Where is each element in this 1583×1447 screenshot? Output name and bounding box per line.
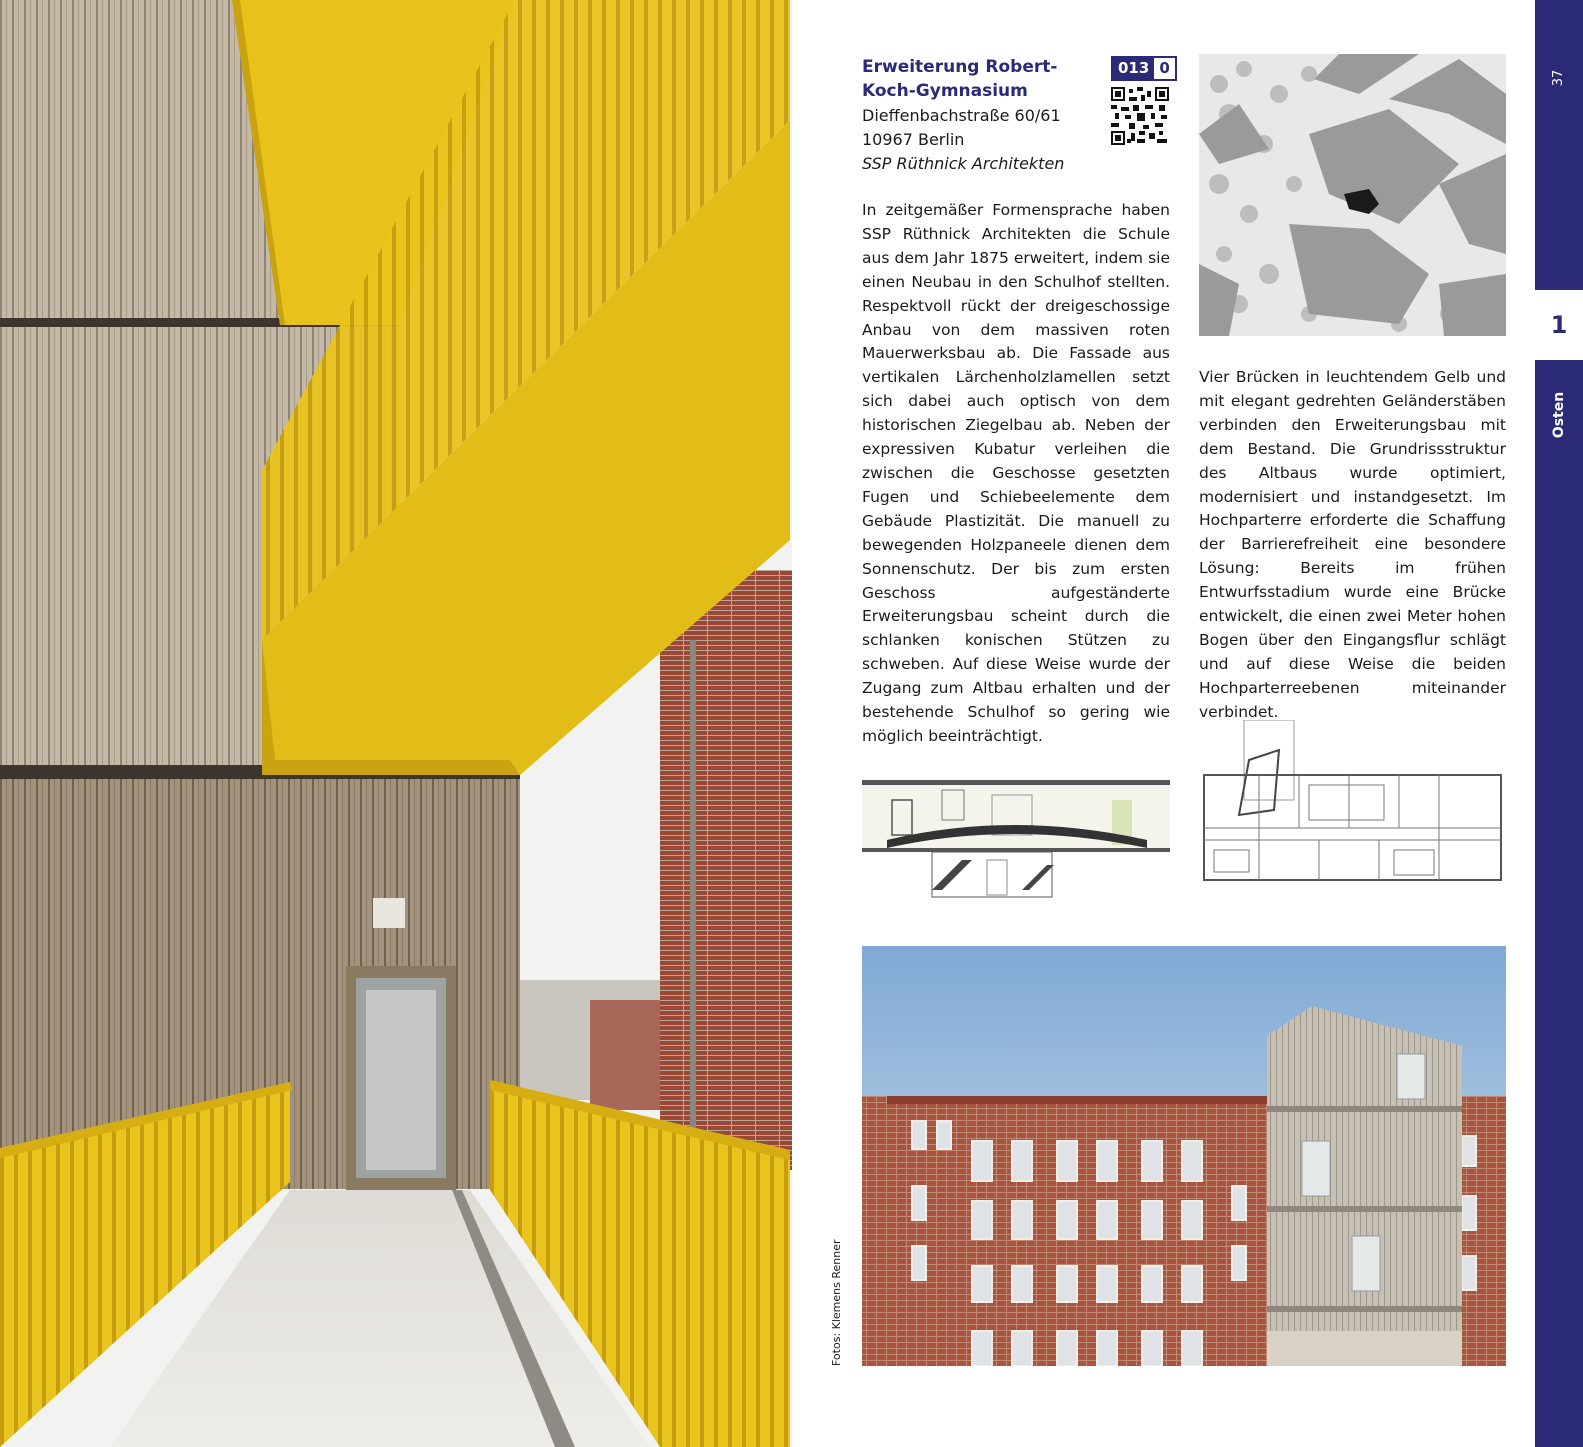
project-title: Erweiterung Robert-Koch-Gymnasium (862, 57, 1058, 101)
architect-name: SSP Rüthnick Architekten (862, 154, 1065, 173)
site-map (1199, 54, 1506, 336)
page-number (1535, 68, 1583, 88)
photo-credit: Fotos: Klemens Renner (830, 1239, 843, 1366)
project-number-badge (1111, 56, 1177, 81)
floor-plan-drawing (1199, 720, 1506, 890)
badge-number: 013 (1113, 58, 1154, 79)
section-drawing (862, 780, 1170, 900)
chapter-label-text: Osten (1551, 391, 1567, 439)
body-text-column-2: Vier Brücken in leuchtendem Gelb und mit elegant gedrehten Geländerstäben verbinden den Erweiterungsbau mit dem Bestand. Die Grundrissstruktur des Altbaus wurde optimiert, modernisiert und instandgesetzt. Im Hochparterre erforderte die Schaffung der Barrierefreiheit eine besondere Lösung: Bereits im frühen Entwurfsstadium wurde eine Brücke entwickelt, die einen zwei Meter hohen Bogen über den Eingangsflur schlägt und auf diese Weise die beiden Hochparterreebenen miteinander verbindet. (1199, 368, 1506, 721)
qr-code-icon[interactable] (1111, 87, 1169, 145)
project-address (862, 104, 1107, 176)
address-street: Dieffenbachstraße 60/61 (862, 106, 1061, 125)
chapter-number-box[interactable] (1535, 290, 1583, 360)
body-text-column-1: In zeitgemäßer Formensprache haben SSP Rüthnick Architekten die Schule aus dem Jahr 1875 erweitert, indem sie einen Neubau in den Schulhof stellten. Respektvoll rückt der dreigeschossige Anbau von dem massiven roten Mauerwerksbau ab. Die Fassade aus vertikalen Lärchenholzlamellen setzt sich dabei auch optisch von dem historischen Ziegelbau ab. Neben der expressiven Kubatur verleihen die zwischen die Geschosse gesetzten Fugen und Schiebeelemente dem Gebäude Plastizität. Die manuell zu bewegenden Holzpaneele dienen dem Sonnenschutz. Der bis zum ersten Geschoss aufgeständerte Erweiterungsbau scheint durch die schlanken konischen Stützen zu schweben. Auf diese Weise wurde der Zugang zum Altbau erhalten und der bestehende Schulhof so gering wie möglich beeinträchtigt. (862, 201, 1170, 745)
badge-suffix: 0 (1154, 58, 1174, 79)
exterior-photo (862, 946, 1506, 1366)
address-city: 10967 Berlin (862, 130, 965, 149)
chapter-tab (1535, 0, 1583, 1447)
chapter-number: 1 (1550, 311, 1568, 339)
page-number-text: 37 (1551, 69, 1566, 87)
chapter-label[interactable] (1535, 385, 1583, 445)
